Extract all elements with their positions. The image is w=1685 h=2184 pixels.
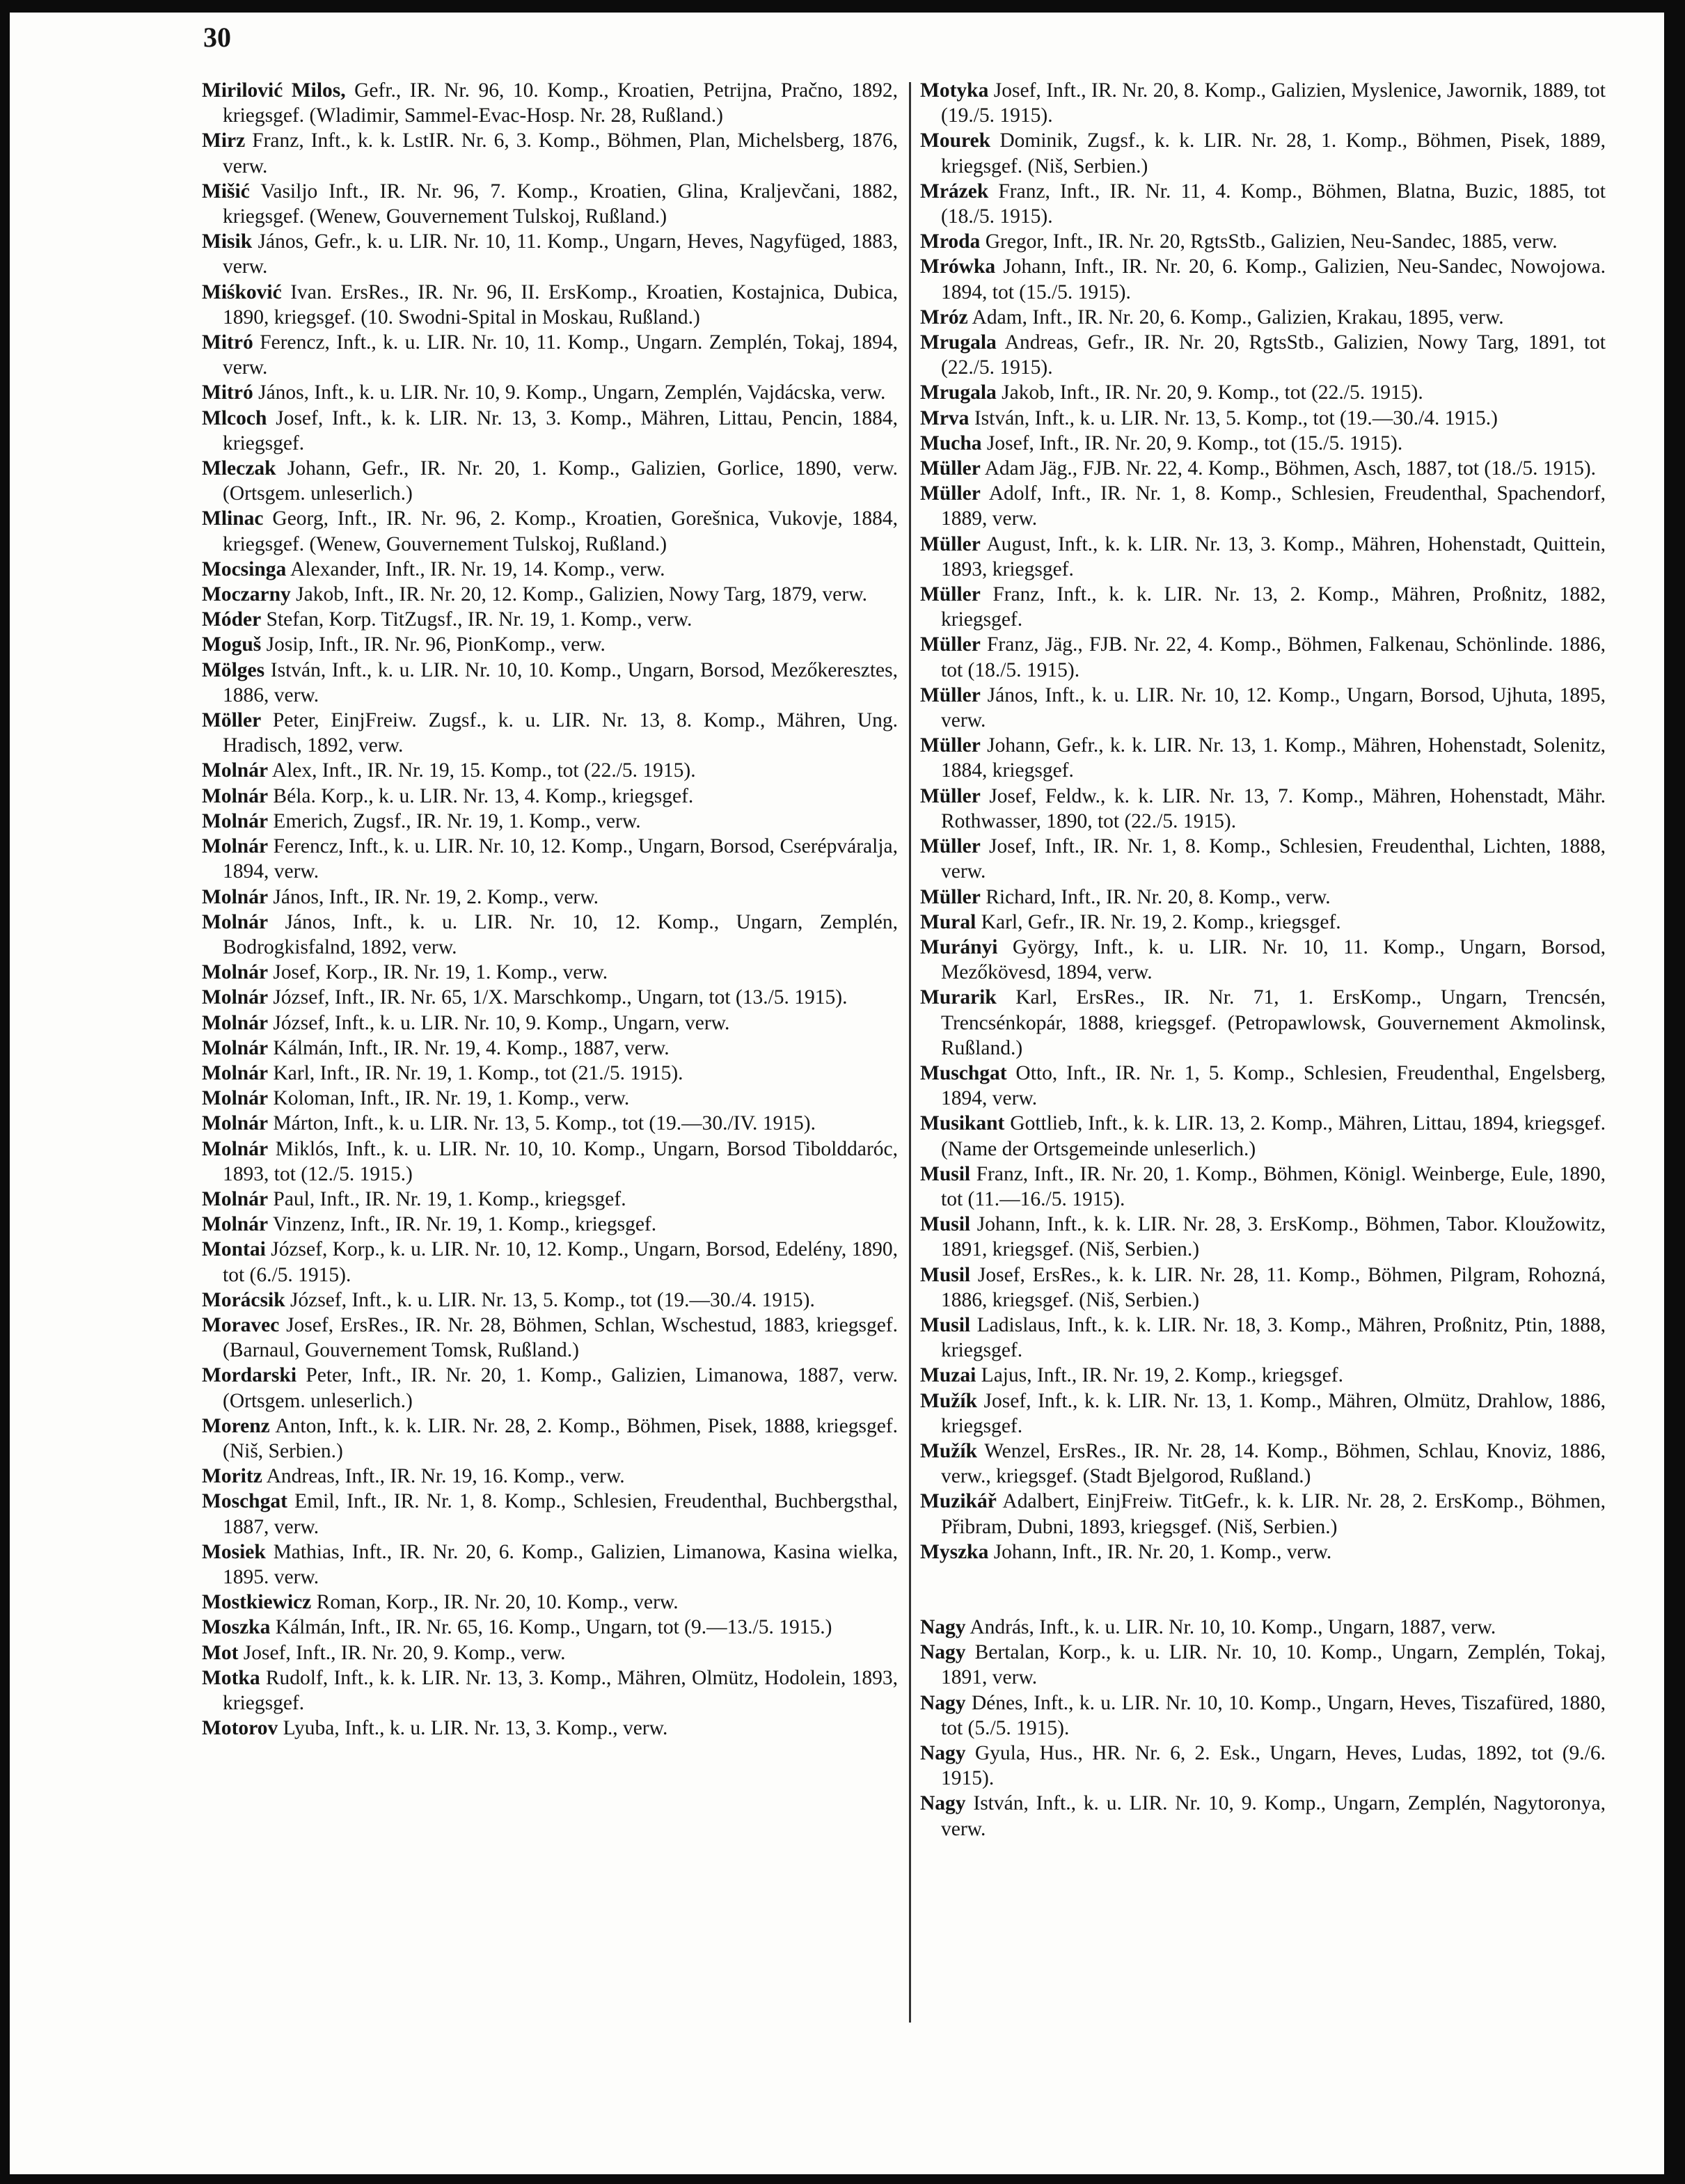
entry-details: István, Inft., k. u. LIR. Nr. 13, 5. Komp., tot (19.—30./4. 1915.) xyxy=(974,406,1498,429)
entry-surname: Moravec xyxy=(202,1313,280,1336)
entry-details: Josef, ErsRes., IR. Nr. 28, Böhmen, Schlan, Wschestud, 1883, kriegsgef. (Barnaul, Gouvernement Tomsk, Rußland.) xyxy=(223,1313,898,1362)
entry-surname: Müller xyxy=(920,683,981,706)
scan-border-bottom xyxy=(0,2174,1685,2184)
left-column xyxy=(202,78,898,1741)
entry-details: József, Korp., k. u. LIR. Nr. 10, 12. Komp., Ungarn, Borsod, Edelény, 1890, tot (6./5. 1915). xyxy=(223,1238,899,1286)
entry-details: Peter, EinjFreiw. Zugsf., k. u. LIR. Nr. 13, 8. Komp., Mähren, Ung. Hradisch, 1892, verw. xyxy=(223,709,899,757)
register-entry xyxy=(202,1363,898,1413)
entry-details: Ivan. ErsRes., IR. Nr. 96, II. ErsKomp., Kroatien, Kostajnica, Dubica, 1890, kriegsgef. (10. Swodni-Spital in Moskau, Rußland.) xyxy=(223,280,899,329)
register-entry xyxy=(202,1540,898,1590)
entry-surname: Moczarny xyxy=(202,583,291,606)
entry-surname: Musil xyxy=(920,1162,971,1185)
entry-details: Kálmán, Inft., IR. Nr. 65, 16. Komp., Ungarn, tot (9.—13./5. 1915.) xyxy=(275,1616,832,1639)
entry-details: Adalbert, EinjFreiw. TitGefr., k. k. LIR. Nr. 28, 2. ErsKomp., Böhmen, Přibram, Dubni, 1893, kriegsgef. (Niš, Serbien.) xyxy=(941,1490,1606,1538)
register-entry xyxy=(920,1263,1606,1313)
entry-surname: Motorov xyxy=(202,1717,278,1740)
register-entry xyxy=(920,632,1606,682)
entry-details: Adam Jäg., FJB. Nr. 22, 4. Komp., Böhmen, Asch, 1887, tot (18./5. 1915). xyxy=(984,457,1597,480)
column-divider xyxy=(909,82,911,2023)
entry-surname: Nagy xyxy=(920,1742,966,1764)
entry-details: János, Gefr., k. u. LIR. Nr. 10, 11. Komp., Ungarn, Heves, Nagyfüged, 1883, verw. xyxy=(223,230,898,278)
entry-details: Ferencz, Inft., k. u. LIR. Nr. 10, 11. Komp., Ungarn. Zemplén, Tokaj, 1894, verw. xyxy=(223,331,898,379)
register-entry xyxy=(920,784,1606,834)
entry-surname: Molnár xyxy=(202,885,269,908)
register-entry xyxy=(920,481,1606,531)
entry-details: János, Inft., k. u. LIR. Nr. 10, 9. Komp., Ungarn, Zemplén, Vajdácska, verw. xyxy=(258,381,886,404)
entry-surname: Müller xyxy=(920,583,981,606)
entry-details: Andreas, Inft., IR. Nr. 19, 16. Komp., verw. xyxy=(266,1465,625,1488)
entry-details: Ferencz, Inft., k. u. LIR. Nr. 10, 12. Komp., Ungarn, Borsod, Cserépváralja, 1894, verw. xyxy=(223,835,899,883)
register-entry xyxy=(202,1187,898,1212)
entry-details: Dominik, Zugsf., k. k. LIR. Nr. 28, 1. Komp., Böhmen, Pisek, 1889, kriegsgef. (Niš, Serbien.) xyxy=(941,129,1606,177)
entry-details: Rudolf, Inft., k. k. LIR. Nr. 13, 3. Komp., Mähren, Olmütz, Hodolein, 1893, kriegsgef. xyxy=(223,1666,899,1714)
entry-details: Dénes, Inft., k. u. LIR. Nr. 10, 10. Komp., Ungarn, Heves, Tiszafüred, 1880, tot (5./5. 1915). xyxy=(941,1691,1606,1739)
register-entry xyxy=(202,229,898,279)
scan-border-right xyxy=(1664,0,1685,2184)
entry-surname: Müller xyxy=(920,633,981,656)
entry-details: Josef, ErsRes., k. k. LIR. Nr. 28, 11. Komp., Böhmen, Pilgram, Rohozná, 1886, kriegsgef. (Niš, Serbien.) xyxy=(941,1263,1606,1311)
register-entry xyxy=(202,985,898,1010)
entry-details: Márton, Inft., k. u. LIR. Nr. 13, 5. Komp., tot (19.—30./IV. 1915). xyxy=(273,1112,816,1135)
register-entry xyxy=(202,506,898,556)
entry-surname: Mitró xyxy=(202,331,253,354)
register-entry xyxy=(920,78,1606,128)
register-entry xyxy=(202,179,898,229)
entry-details: Josef, Korp., IR. Nr. 19, 1. Komp., verw. xyxy=(273,961,608,984)
entry-details: Johann, Inft., IR. Nr. 20, 1. Komp., verw. xyxy=(993,1540,1332,1563)
entry-details: Bertalan, Korp., k. u. LIR. Nr. 10, 10. Komp., Ungarn, Zemplén, Tokaj, 1891, verw. xyxy=(941,1641,1606,1689)
entry-surname: Murarik xyxy=(920,986,997,1009)
entry-details: Franz, Inft., k. k. LstIR. Nr. 6, 3. Komp., Böhmen, Plan, Michelsberg, 1876, verw. xyxy=(223,129,898,177)
entry-surname: Mrugala xyxy=(920,331,997,354)
register-entry xyxy=(920,1439,1606,1489)
entry-surname: Moszka xyxy=(202,1616,271,1639)
register-entry xyxy=(202,280,898,330)
register-entry xyxy=(202,758,898,783)
register-entry xyxy=(202,380,898,405)
register-entry xyxy=(202,557,898,582)
entry-surname: Mrówka xyxy=(920,255,996,278)
register-entry xyxy=(202,456,898,506)
entry-details: György, Inft., k. u. LIR. Nr. 10, 11. Komp., Ungarn, Borsod, Mezőkövesd, 1894, verw. xyxy=(941,935,1606,984)
entry-surname: Mleczak xyxy=(202,457,276,480)
entry-details: Josef, Feldw., k. k. LIR. Nr. 13, 7. Komp., Mähren, Hohenstadt, Mähr. Rothwasser, 1890, tot (22./5. 1915). xyxy=(941,784,1606,832)
entry-surname: Molnár xyxy=(202,1036,269,1059)
entry-surname: Molnár xyxy=(202,910,269,933)
entry-details: Josef, Inft., IR. Nr. 20, 9. Komp., verw. xyxy=(243,1641,566,1664)
register-entry xyxy=(920,910,1606,935)
entry-details: István, Inft., k. u. LIR. Nr. 10, 10. Komp., Ungarn, Borsod, Mezőkeresztes, 1886, verw. xyxy=(223,658,898,706)
register-entry xyxy=(202,1590,898,1615)
entry-details: Josef, Inft., k. k. LIR. Nr. 13, 3. Komp., Mähren, Littau, Pencin, 1884, kriegsgef. xyxy=(223,406,898,454)
entry-surname: Mrva xyxy=(920,406,970,429)
entry-details: Gyula, Hus., HR. Nr. 6, 2. Esk., Ungarn, Heves, Ludas, 1892, tot (9./6. 1915). xyxy=(941,1742,1606,1790)
entry-surname: Nagy xyxy=(920,1792,966,1815)
entry-details: Miklós, Inft., k. u. LIR. Nr. 10, 10. Komp., Ungarn, Borsod Tibolddaróc, 1893, tot (12./5. 1915.) xyxy=(223,1137,898,1185)
entry-surname: Müller xyxy=(920,784,981,807)
entry-details: Paul, Inft., IR. Nr. 19, 1. Komp., kriegsgef. xyxy=(273,1187,626,1210)
entry-surname: Montai xyxy=(202,1238,266,1261)
entry-surname: Molnár xyxy=(202,809,269,832)
entry-details: Gottlieb, Inft., k. k. LIR. 13, 2. Komp., Mähren, Littau, 1894, kriegsgef. (Name der Ortsgemeinde unleserlich.) xyxy=(941,1112,1606,1160)
register-entry xyxy=(920,985,1606,1061)
entry-surname: Molnár xyxy=(202,1213,269,1236)
register-entry xyxy=(920,1363,1606,1388)
entry-details: Karl, Inft., IR. Nr. 19, 1. Komp., tot (21./5. 1915). xyxy=(273,1061,683,1084)
entry-surname: Nagy xyxy=(920,1691,966,1714)
entry-surname: Musil xyxy=(920,1263,971,1286)
entry-surname: Molnár xyxy=(202,1187,269,1210)
entry-details: Josip, Inft., IR. Nr. 96, PionKomp., verw. xyxy=(266,633,606,656)
register-entry xyxy=(920,1313,1606,1363)
entry-details: Roman, Korp., IR. Nr. 20, 10. Komp., verw. xyxy=(316,1591,679,1614)
entry-surname: Myszka xyxy=(920,1540,989,1563)
entry-surname: Musil xyxy=(920,1313,971,1336)
register-entry xyxy=(920,1162,1606,1212)
entry-surname: Molnár xyxy=(202,759,269,782)
entry-surname: Mordarski xyxy=(202,1364,297,1387)
entry-details: Johann, Inft., IR. Nr. 20, 6. Komp., Galizien, Neu-Sandec, Nowojowa. 1894, tot (15./5. 1915). xyxy=(941,255,1606,303)
register-entry xyxy=(920,885,1606,910)
entry-details: Gefr., IR. Nr. 96, 10. Komp., Kroatien, Petrijna, Pračno, 1892, kriegsgef. (Wladimir, Sammel-Evac-Hosp. Nr. 28, Rußland.) xyxy=(223,79,899,127)
register-entry xyxy=(920,406,1606,431)
register-entry xyxy=(202,1615,898,1640)
entry-surname: Mucha xyxy=(920,432,982,454)
entry-surname: Nagy xyxy=(920,1641,966,1664)
entry-details: András, Inft., k. u. LIR. Nr. 10, 10. Komp., Ungarn, 1887, verw. xyxy=(970,1615,1496,1638)
register-entry xyxy=(202,1086,898,1111)
register-entry xyxy=(202,1237,898,1287)
entry-surname: Moguš xyxy=(202,633,262,656)
register-entry xyxy=(920,532,1606,582)
entry-surname: Motyka xyxy=(920,79,989,102)
register-entry xyxy=(920,834,1606,884)
entry-details: Karl, ErsRes., IR. Nr. 71, 1. ErsKomp., Ungarn, Trencsén, Trencsénkopár, 1888, kriegsgef. (Petropawlowsk, Gouvernement Akmolinsk, Rußland.) xyxy=(941,986,1606,1059)
entry-details: Alex, Inft., IR. Nr. 19, 15. Komp., tot (22./5. 1915). xyxy=(271,759,696,782)
register-entry xyxy=(202,960,898,985)
entry-details: Peter, Inft., IR. Nr. 20, 1. Komp., Galizien, Limanowa, 1887, verw. (Ortsgem. unleserlich.) xyxy=(223,1364,898,1412)
entry-surname: Müller xyxy=(920,482,981,505)
register-entry xyxy=(202,406,898,456)
entry-details: Adolf, Inft., IR. Nr. 1, 8. Komp., Schlesien, Freudenthal, Spachendorf, 1889, verw. xyxy=(941,482,1606,530)
entry-surname: Müller xyxy=(920,734,981,757)
register-entry xyxy=(920,1212,1606,1262)
entry-details: Josef, Inft., k. k. LIR. Nr. 13, 1. Komp., Mähren, Olmütz, Drahlow, 1886, kriegsgef. xyxy=(941,1389,1606,1437)
entry-surname: Müller xyxy=(920,532,981,555)
entry-surname: Molnár xyxy=(202,986,269,1009)
entry-details: Lyuba, Inft., k. u. LIR. Nr. 13, 3. Komp., verw. xyxy=(283,1717,668,1740)
register-entry xyxy=(202,885,898,910)
register-entry xyxy=(920,935,1606,985)
register-entry xyxy=(202,128,898,178)
register-entry xyxy=(202,809,898,834)
entry-surname: Mölges xyxy=(202,658,265,681)
entry-details: Johann, Gefr., IR. Nr. 20, 1. Komp., Galizien, Gorlice, 1890, verw. (Ortsgem. unleserlich.) xyxy=(223,457,898,505)
entry-surname: Muschgat xyxy=(920,1061,1007,1084)
entry-surname: Motka xyxy=(202,1666,260,1689)
entry-details: Johann, Gefr., k. k. LIR. Nr. 13, 1. Komp., Mähren, Hohenstadt, Solenitz, 1884, kriegsgef. xyxy=(941,734,1606,782)
entry-surname: Mosiek xyxy=(202,1540,266,1563)
scan-border-left xyxy=(0,0,10,2184)
register-entry xyxy=(202,1464,898,1489)
entry-surname: Musikant xyxy=(920,1112,1005,1135)
entry-details: Josef, Inft., IR. Nr. 1, 8. Komp., Schlesien, Freudenthal, Lichten, 1888, verw. xyxy=(941,835,1606,883)
entry-details: Franz, Inft., IR. Nr. 20, 1. Komp., Böhmen, Königl. Weinberge, Eule, 1890, tot (11.—16./5. 1915). xyxy=(941,1162,1606,1210)
entry-details: Karl, Gefr., IR. Nr. 19, 2. Komp., kriegsgef. xyxy=(981,910,1341,933)
entry-details: Emerich, Zugsf., IR. Nr. 19, 1. Komp., verw. xyxy=(273,809,641,832)
entry-surname: Miśković xyxy=(202,280,282,303)
register-entry xyxy=(920,1111,1606,1161)
entry-surname: Müller xyxy=(920,835,981,858)
entry-details: Jakob, Inft., IR. Nr. 20, 12. Komp., Galizien, Nowy Targ, 1879, verw. xyxy=(296,583,867,606)
entry-details: Béla. Korp., k. u. LIR. Nr. 13, 4. Komp., kriegsgef. xyxy=(273,784,694,807)
register-entry xyxy=(920,431,1606,456)
register-entry xyxy=(202,1137,898,1187)
entry-surname: Muzai xyxy=(920,1364,976,1387)
register-entry xyxy=(202,1111,898,1136)
entry-surname: Mot xyxy=(202,1641,239,1664)
register-entry xyxy=(202,910,898,960)
entry-surname: Móder xyxy=(202,608,262,631)
entry-surname: Muzikář xyxy=(920,1490,997,1513)
entry-details: Georg, Inft., IR. Nr. 96, 2. Komp., Kroatien, Gorešnica, Vukovje, 1884, kriegsgef. (Wenew, Gouvernement Tulskoj, Rußland.) xyxy=(223,507,898,555)
entry-surname: Möller xyxy=(202,709,262,732)
entry-details: Emil, Inft., IR. Nr. 1, 8. Komp., Schlesien, Freudenthal, Buchbergsthal, 1887, verw. xyxy=(223,1490,898,1538)
entry-surname: Murányi xyxy=(920,935,998,958)
register-entry xyxy=(202,784,898,809)
entry-surname: Mužík xyxy=(920,1439,977,1462)
register-entry xyxy=(202,1414,898,1464)
register-entry xyxy=(920,683,1606,733)
register-entry xyxy=(202,1036,898,1061)
register-entry xyxy=(920,1741,1606,1791)
entry-details: János, Inft., IR. Nr. 19, 2. Komp., verw. xyxy=(273,885,599,908)
register-entry xyxy=(202,1061,898,1086)
register-entry xyxy=(920,456,1606,481)
entry-details: Otto, Inft., IR. Nr. 1, 5. Komp., Schlesien, Freudenthal, Engelsberg, 1894, verw. xyxy=(941,1061,1606,1110)
register-entry xyxy=(202,582,898,607)
entry-surname: Molnár xyxy=(202,1087,269,1110)
right-column xyxy=(920,78,1606,1842)
entry-details: József, Inft., k. u. LIR. Nr. 10, 9. Komp., Ungarn, verw. xyxy=(273,1011,730,1034)
entry-details: Josef, Inft., IR. Nr. 20, 9. Komp., tot (15./5. 1915). xyxy=(986,432,1403,454)
entry-surname: Mišić xyxy=(202,180,250,203)
register-entry xyxy=(920,128,1606,178)
entry-details: Vinzenz, Inft., IR. Nr. 19, 1. Komp., kriegsgef. xyxy=(272,1213,657,1236)
entry-details: Gregor, Inft., IR. Nr. 20, RgtsStb., Galizien, Neu-Sandec, 1885, verw. xyxy=(985,230,1558,253)
entry-surname: Mirilović Milos, xyxy=(202,79,346,102)
entry-details: Stefan, Korp. TitZugsf., IR. Nr. 19, 1. Komp., verw. xyxy=(266,608,693,631)
register-entry xyxy=(920,582,1606,632)
entry-surname: Morenz xyxy=(202,1414,270,1437)
register-entry xyxy=(920,330,1606,380)
register-entry xyxy=(202,708,898,758)
register-entry xyxy=(920,1691,1606,1741)
register-entry xyxy=(202,1640,898,1665)
entry-details: Alexander, Inft., IR. Nr. 19, 14. Komp., verw. xyxy=(290,557,665,580)
entry-surname: Müller xyxy=(920,457,981,480)
register-entry xyxy=(202,1716,898,1741)
entry-details: Jakob, Inft., IR. Nr. 20, 9. Komp., tot (22./5. 1915). xyxy=(1002,381,1423,404)
register-entry xyxy=(920,1540,1606,1565)
entry-details: József, Inft., IR. Nr. 65, 1/X. Marschkomp., Ungarn, tot (13./5. 1915). xyxy=(273,986,848,1009)
register-entry xyxy=(202,1212,898,1237)
entry-surname: Mlcoch xyxy=(202,406,267,429)
section-gap xyxy=(920,1565,1606,1615)
entry-details: August, Inft., k. k. LIR. Nr. 13, 3. Komp., Mähren, Hohenstadt, Quittein, 1893, kriegsgef. xyxy=(941,532,1606,580)
entry-details: Ladislaus, Inft., k. k. LIR. Nr. 18, 3. Komp., Mähren, Proßnitz, Ptin, 1888, kriegsgef. xyxy=(941,1313,1606,1362)
entry-surname: Musil xyxy=(920,1213,971,1236)
entry-surname: Molnár xyxy=(202,1011,269,1034)
entry-details: Franz, Inft., k. k. LIR. Nr. 13, 2. Komp., Mähren, Proßnitz, 1882, kriegsgef. xyxy=(941,583,1606,631)
entry-details: Vasiljo Inft., IR. Nr. 96, 7. Komp., Kroatien, Glina, Kraljevčani, 1882, kriegsgef. (Wenew, Gouvernement Tulskoj, Rußland.) xyxy=(223,180,898,228)
register-entry xyxy=(202,1011,898,1036)
entry-surname: Mróz xyxy=(920,306,968,329)
register-entry xyxy=(920,1791,1606,1841)
entry-surname: Mural xyxy=(920,910,976,933)
register-entry xyxy=(202,1665,898,1716)
entry-details: József, Inft., k. u. LIR. Nr. 13, 5. Komp., tot (19.—30./4. 1915). xyxy=(290,1288,815,1311)
register-entry xyxy=(920,305,1606,330)
register-entry xyxy=(920,179,1606,229)
register-entry xyxy=(202,330,898,380)
scan-border-top xyxy=(0,0,1685,13)
register-entry xyxy=(920,254,1606,304)
register-entry xyxy=(920,229,1606,254)
entry-surname: Mroda xyxy=(920,230,981,253)
entry-details: Wenzel, ErsRes., IR. Nr. 28, 14. Komp., Böhmen, Schlau, Knoviz, 1886, verw., kriegsgef. (Stadt Bjelgorod, Rußland.) xyxy=(941,1439,1606,1488)
entry-surname: Mocsinga xyxy=(202,557,287,580)
entry-surname: Molnár xyxy=(202,784,269,807)
entry-details: Andreas, Gefr., IR. Nr. 20, RgtsStb., Galizien, Nowy Targ, 1891, tot (22./5. 1915). xyxy=(941,331,1606,379)
entry-surname: Mourek xyxy=(920,129,991,152)
entry-surname: Müller xyxy=(920,885,981,908)
entry-surname: Mrugala xyxy=(920,381,997,404)
entry-details: János, Inft., k. u. LIR. Nr. 10, 12. Komp., Ungarn, Borsod, Ujhuta, 1895, verw. xyxy=(941,683,1606,732)
entry-details: Richard, Inft., IR. Nr. 20, 8. Komp., verw. xyxy=(986,885,1331,908)
entry-surname: Morácsik xyxy=(202,1288,285,1311)
entry-details: István, Inft., k. u. LIR. Nr. 10, 9. Komp., Ungarn, Zemplén, Nagytoronya, verw. xyxy=(941,1792,1606,1840)
entry-surname: Nagy xyxy=(920,1615,966,1638)
entry-surname: Mirz xyxy=(202,129,246,152)
entry-surname: Molnár xyxy=(202,1061,269,1084)
entry-surname: Molnár xyxy=(202,835,269,858)
register-entry xyxy=(920,1061,1606,1111)
register-entry xyxy=(202,658,898,708)
register-entry xyxy=(202,78,898,128)
entry-details: Kálmán, Inft., IR. Nr. 19, 4. Komp., 1887, verw. xyxy=(273,1036,670,1059)
entry-details: Anton, Inft., k. k. LIR. Nr. 28, 2. Komp., Böhmen, Pisek, 1888, kriegsgef. (Niš, Serbien.) xyxy=(223,1414,898,1462)
entry-details: Josef, Inft., IR. Nr. 20, 8. Komp., Galizien, Myslenice, Jawornik, 1889, tot (19./5. 1915). xyxy=(941,79,1606,127)
entry-surname: Moritz xyxy=(202,1465,262,1488)
register-entry xyxy=(920,380,1606,405)
entry-surname: Mostkiewicz xyxy=(202,1591,312,1614)
register-entry xyxy=(202,632,898,657)
entry-surname: Moschgat xyxy=(202,1490,287,1513)
page-number: 30 xyxy=(203,22,231,53)
register-entry xyxy=(202,1313,898,1363)
register-entry xyxy=(920,1640,1606,1690)
register-entry xyxy=(920,1388,1606,1439)
entry-details: Mathias, Inft., IR. Nr. 20, 6. Komp., Galizien, Limanowa, Kasina wielka, 1895. verw. xyxy=(223,1540,899,1588)
entry-details: Johann, Inft., k. k. LIR. Nr. 28, 3. ErsKomp., Böhmen, Tabor. Kloužowitz, 1891, kriegsgef. (Niš, Serbien.) xyxy=(941,1213,1606,1261)
register-entry xyxy=(920,1615,1606,1640)
register-entry xyxy=(202,607,898,632)
register-entry xyxy=(202,834,898,884)
entry-surname: Molnár xyxy=(202,1112,269,1135)
entry-details: Franz, Jäg., FJB. Nr. 22, 4. Komp., Böhmen, Falkenau, Schönlinde. 1886, tot (18./5. 1915). xyxy=(941,633,1606,681)
entry-surname: Molnár xyxy=(202,961,269,984)
register-entry xyxy=(920,1489,1606,1539)
entry-details: Lajus, Inft., IR. Nr. 19, 2. Komp., kriegsgef. xyxy=(981,1364,1343,1387)
register-entry xyxy=(920,733,1606,783)
entry-details: Franz, Inft., IR. Nr. 11, 4. Komp., Böhmen, Blatna, Buzic, 1885, tot (18./5. 1915). xyxy=(941,180,1606,228)
register-entry xyxy=(202,1288,898,1313)
register-entry xyxy=(202,1489,898,1539)
entry-details: János, Inft., k. u. LIR. Nr. 10, 12. Komp., Ungarn, Zemplén, Bodrogkisfalnd, 1892, verw. xyxy=(223,910,899,958)
entry-surname: Mrázek xyxy=(920,180,989,203)
entry-surname: Misik xyxy=(202,230,253,253)
entry-surname: Molnár xyxy=(202,1137,269,1160)
entry-surname: Mužík xyxy=(920,1389,977,1412)
entry-surname: Mlinac xyxy=(202,507,264,530)
entry-details: Koloman, Inft., IR. Nr. 19, 1. Komp., verw. xyxy=(273,1087,630,1110)
entry-details: Adam, Inft., IR. Nr. 20, 6. Komp., Galizien, Krakau, 1895, verw. xyxy=(972,306,1504,329)
entry-surname: Mitró xyxy=(202,381,253,404)
